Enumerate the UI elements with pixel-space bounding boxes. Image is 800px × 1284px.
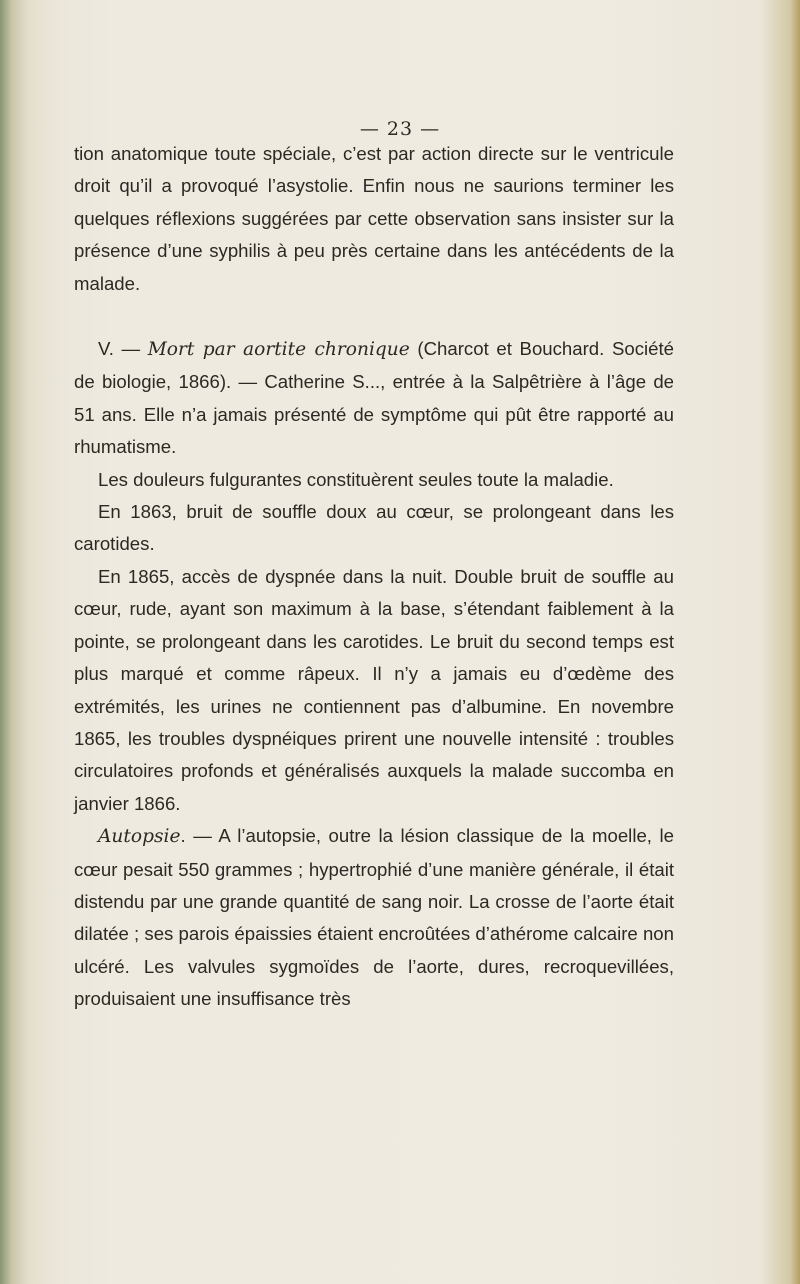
autopsie-heading: Autopsie xyxy=(98,826,181,848)
paragraph-1863: En 1863, bruit de souffle doux au cœur, se prolongeant dans les carotides. xyxy=(74,501,674,555)
section-title: Mort par aortite chronique xyxy=(147,339,410,361)
paragraph-autopsie xyxy=(74,820,674,1015)
page-number: — 23 — xyxy=(359,118,441,140)
section-number: V. — xyxy=(98,338,148,360)
page-left-edge xyxy=(0,0,60,1284)
paragraph-observation-v xyxy=(74,333,674,464)
paragraph-continuation: tion anatomique toute spéciale, c’est par action directe sur le ventricule droit qu’il a provoqué l’asystolie. Enfin nous ne saurions terminer les quelques réflexions suggérées par cette observation sans insister sur la présence d’une syphilis à peu près certaine dans les antécédents de la malade. xyxy=(74,143,674,294)
autopsie-text: . — A l’autopsie, outre la lésion classique de la moelle, le cœur pesait 550 grammes ; hypertrophié d’une manière générale, il était distendu par une grande quantité de sang noir. La crosse de l’aorte était dilatée ; ses parois épaissies étaient encroûtées d’athérome calcaire non ulcéré. Les valvules sygmoïdes de l’aorte, dures, recroquevillées, produisaient une insuffisance très xyxy=(74,825,674,1010)
paragraph-1865: En 1865, accès de dyspnée dans la nuit. Double bruit de souffle au cœur, rude, ayant son maximum à la base, s’étendant faiblement à la pointe, se prolongeant dans les carotides. Le bruit du second temps est plus marqué et comme râpeux. Il n’y a jamais eu d’œdème des extrémités, les urines ne contiennent pas d’albumine. En novembre 1865, les troubles dyspnéiques prirent une nouvelle intensité : troubles circulatoires profonds et généralisés auxquels la malade succomba en janvier 1866. xyxy=(74,565,674,814)
page-right-edge xyxy=(760,0,800,1284)
paragraph-douleurs: Les douleurs fulgurantes constituèrent seules toute la maladie. xyxy=(98,468,614,490)
body-text xyxy=(74,138,674,1016)
section-text: (Charcot et Bouchard. Société de biologie, 1866). — Catherine S..., entrée à la Salpêtrière à l’âge de 51 ans. Elle n’a jamais présenté de symptôme qui pût être rapporté au rhumatisme. xyxy=(74,338,674,458)
